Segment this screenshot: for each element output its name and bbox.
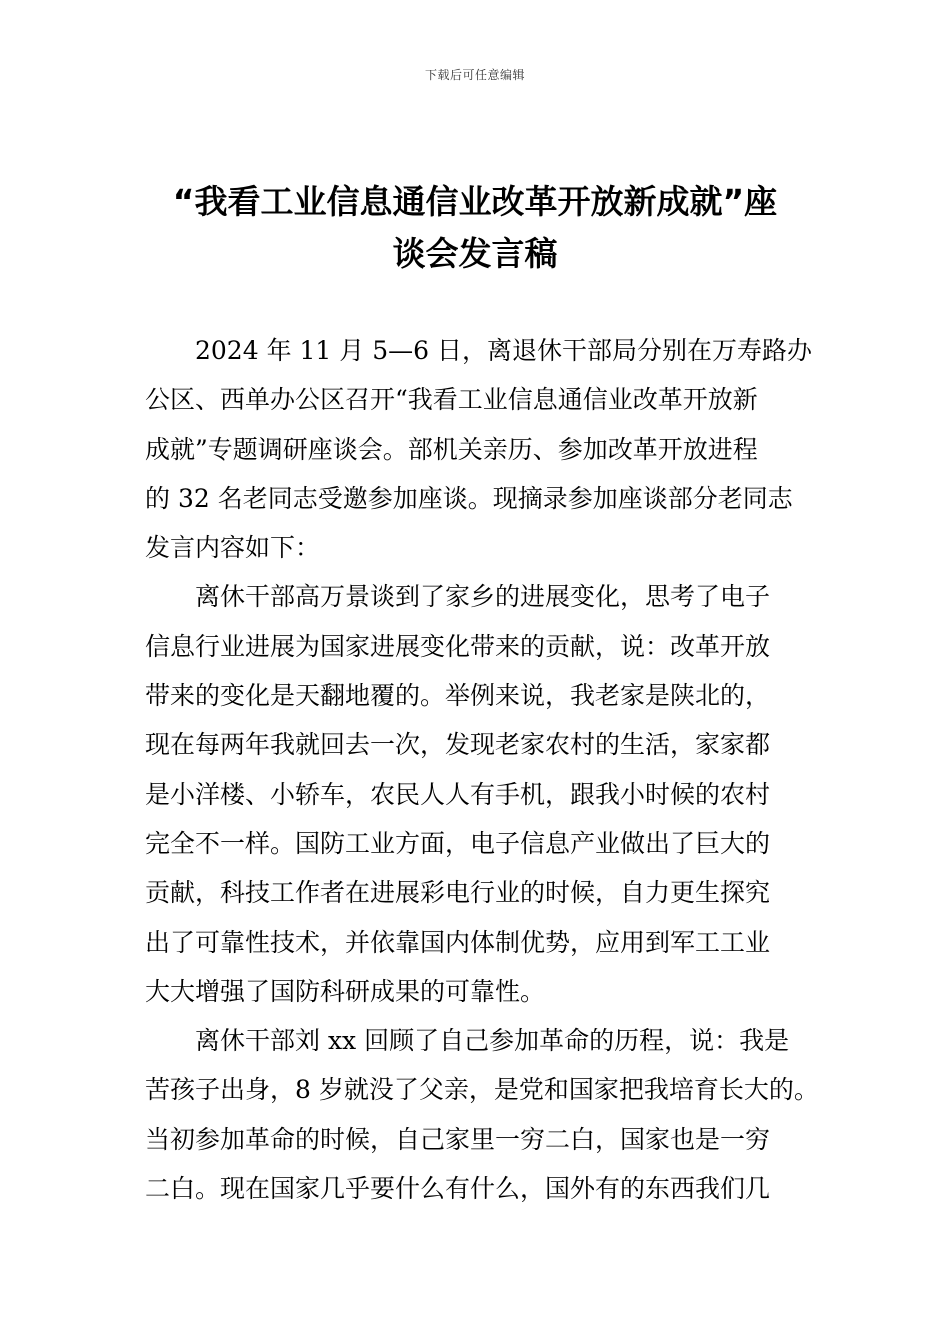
paragraph bbox=[145, 1016, 819, 1213]
text-line: 2024 年 11 月 5—6 日，离退休干部局分别在万寿路办 bbox=[195, 336, 812, 365]
document-body bbox=[145, 326, 819, 1213]
text-line: 离休干部高万景谈到了家乡的进展变化，思考了电子 bbox=[195, 582, 771, 612]
text-line: 信息行业进展为国家进展变化带来的贡献，说：改革开放 bbox=[145, 631, 771, 661]
text-line: 是小洋楼、小轿车，农民人人有手机，跟我小时候的农村 bbox=[145, 779, 771, 809]
text-line: 离休干部刘 xx 回顾了自己参加革命的历程，说：我是 bbox=[195, 1026, 790, 1056]
paragraph bbox=[145, 572, 807, 1016]
text-line: 带来的变化是天翻地覆的。举例来说，我老家是陕北的， bbox=[145, 681, 771, 711]
text-line: 当初参加革命的时候，自己家里一穷二白，国家也是一穷 bbox=[145, 1124, 771, 1154]
text-line: 完全不一样。国防工业方面，电子信息产业做出了巨大的 bbox=[145, 828, 771, 858]
text-line: 公区、西单办公区召开“我看工业信息通信业改革开放新 bbox=[145, 385, 758, 415]
title-line-1: “我看工业信息通信业改革开放新成就”座 bbox=[172, 182, 778, 221]
text-line: 贡献，科技工作者在进展彩电行业的时候，自力更生探究 bbox=[145, 878, 771, 908]
header-note: 下载后可任意编辑 bbox=[424, 68, 525, 82]
paragraph bbox=[145, 326, 812, 572]
text-line: 成就”专题调研座谈会。部机关亲历、参加改革开放进程 bbox=[145, 434, 758, 464]
text-line: 出了可靠性技术，并依靠国内体制优势，应用到军工工业 bbox=[145, 927, 771, 957]
text-line: 苦孩子出身，8 岁就没了父亲，是党和国家把我培育长大的。 bbox=[145, 1075, 819, 1105]
document-title bbox=[140, 176, 810, 280]
text-line: 二白。现在国家几乎要什么有什么，国外有的东西我们几 bbox=[145, 1174, 771, 1204]
text-line: 现在每两年我就回去一次，发现老家农村的生活，家家都 bbox=[145, 730, 771, 760]
text-line: 发言内容如下： bbox=[145, 533, 321, 563]
title-line-2: 谈会发言稿 bbox=[392, 234, 558, 273]
text-line: 大大增强了国防科研成果的可靠性。 bbox=[145, 976, 546, 1006]
text-line: 的 32 名老同志受邀参加座谈。现摘录参加座谈部分老同志 bbox=[145, 483, 793, 513]
